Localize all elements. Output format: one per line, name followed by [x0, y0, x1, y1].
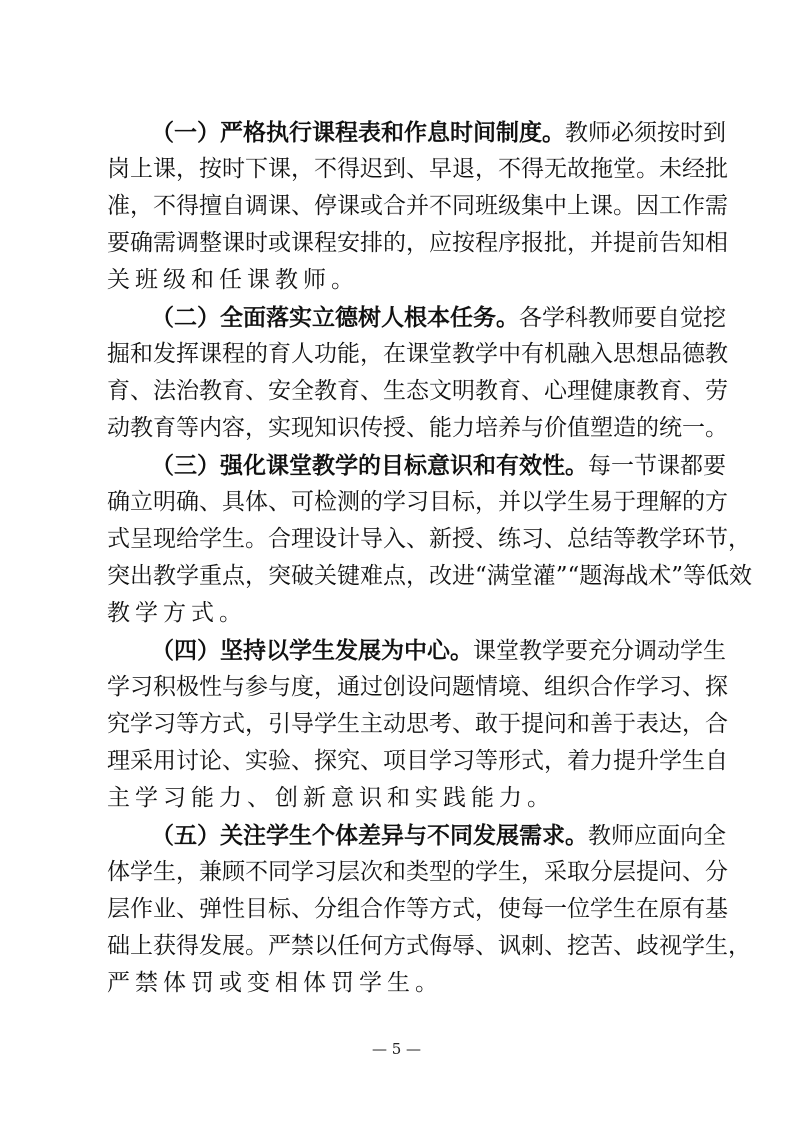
paragraph: [107, 114, 728, 299]
paragraph: [107, 817, 751, 1002]
paragraph-line: 动教育等内容，实现知识传授、能力培养与价值塑造的统一。: [107, 415, 728, 441]
paragraph-line: 关班级和任课教师。: [107, 267, 359, 293]
paragraph-heading: （五）关注学生个体差异与不同发展需求。: [151, 822, 588, 849]
paragraph-line: 础上获得发展。严禁以任何方式侮辱、讽刺、挖苦、歧视学生，: [107, 933, 751, 959]
paragraph-line: 突出教学重点，突破关键难点，改进“满堂灌”“题海战术”等低效: [107, 563, 753, 589]
paragraph-line: 准，不得擅自调课、停课或合并不同班级集中上课。因工作需: [107, 193, 728, 219]
paragraph-text: 教师应面向全: [588, 823, 726, 849]
paragraph: [107, 447, 753, 632]
paragraph-line: 学习积极性与参与度，通过创设问题情境、组织合作学习、探: [107, 674, 728, 700]
paragraph-line: 严禁体罚或变相体罚学生。: [107, 970, 443, 996]
paragraph-heading: （三）强化课堂教学的目标意识和有效性。: [151, 452, 588, 479]
paragraph-text: 各学科教师要自觉挖: [519, 305, 726, 331]
paragraph-heading: （二）全面落实立德树人根本任务。: [151, 304, 519, 331]
paragraph-text: 每一节课都要: [588, 453, 726, 479]
paragraph-line: 要确需调整课时或课程安排的，应按程序报批，并提前告知相: [107, 230, 728, 256]
paragraph-heading: （四）坚持以学生发展为中心。: [151, 637, 473, 664]
paragraph-first-line: [107, 447, 726, 484]
paragraph-line: 主学习能力、创新意识和实践能力。: [107, 785, 555, 811]
paragraph-text: 教师必须按时到: [565, 120, 726, 146]
paragraph-line: 掘和发挥课程的育人功能，在课堂教学中有机融入思想品德教: [107, 341, 728, 367]
paragraph-line: 教学方式。: [107, 600, 247, 626]
paragraph-heading: （一）严格执行课程表和作息时间制度。: [151, 119, 565, 146]
paragraph-line: 育、法治教育、安全教育、生态文明教育、心理健康教育、劳: [107, 378, 728, 404]
paragraph-line: 究学习等方式，引导学生主动思考、敢于提问和善于表达，合: [107, 711, 728, 737]
paragraph-first-line: [107, 114, 726, 151]
paragraph-line: 岗上课，按时下课，不得迟到、早退，不得无故拖堂。未经批: [107, 156, 728, 182]
paragraph-line: 层作业、弹性目标、分组合作等方式，使每一位学生在原有基: [107, 896, 728, 922]
paragraph-text: 课堂教学要充分调动学生: [473, 638, 726, 664]
paragraph-first-line: [107, 299, 726, 336]
paragraph: [107, 299, 728, 447]
document-body: [107, 114, 753, 1002]
paragraph-line: 式呈现给学生。合理设计导入、新授、练习、总结等教学环节，: [107, 526, 751, 552]
paragraph-line: 理采用讨论、实验、探究、项目学习等形式，着力提升学生自: [107, 748, 728, 774]
paragraph: [107, 632, 728, 817]
paragraph-first-line: [107, 817, 726, 854]
paragraph-first-line: [107, 632, 726, 669]
page-number: — 5 —: [371, 1040, 422, 1058]
paragraph-line: 确立明确、具体、可检测的学习目标，并以学生易于理解的方: [107, 489, 728, 515]
paragraph-line: 体学生，兼顾不同学习层次和类型的学生，采取分层提问、分: [107, 859, 728, 885]
